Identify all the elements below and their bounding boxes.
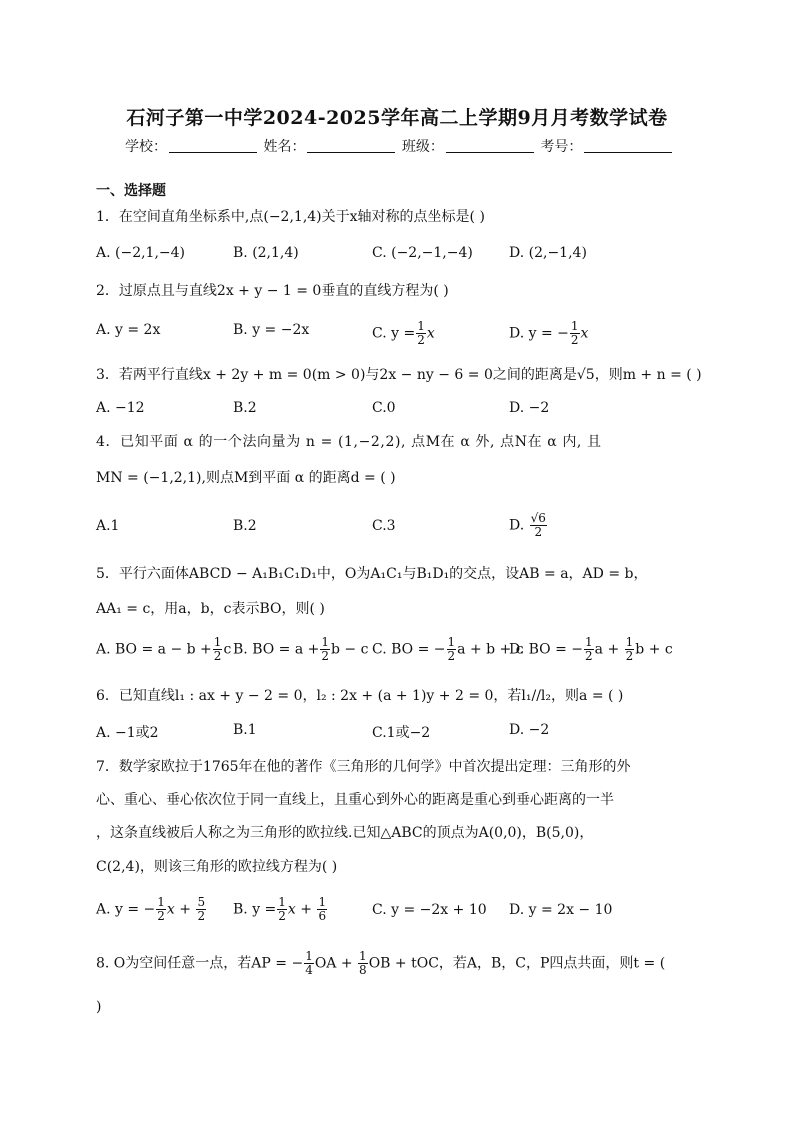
q7-option-d: D. y = 2x − 10 — [509, 902, 613, 918]
q7-option-b: B. y = $\frac{1}{2}$ x + $\frac{1}{6}$ — [233, 895, 327, 923]
question-7-options — [96, 896, 696, 936]
name-blank — [307, 139, 395, 153]
question-7-line-1: 7．数学家欧拉于1765年在他的著作《三角形的几何学》中首次提出定理：三角形的外 — [96, 759, 631, 775]
question-2: 2．过原点且与直线2x + y − 1 = 0垂直的直线方程为( ) — [96, 283, 449, 299]
q7-option-a: A. y = − $\frac{1}{2}$ x + $\frac{5}{2}$ — [96, 895, 206, 923]
q5-option-b: B. BO = a + $\frac{1}{2}$ b − c — [233, 635, 369, 663]
q3-option-d: D. −2 — [509, 400, 550, 416]
q2-option-b: B. y = −2x — [233, 322, 310, 338]
q4-option-d: D. $\frac{√6}{2}$ — [509, 511, 546, 539]
q3-option-a: A. −12 — [96, 400, 145, 416]
class-blank — [446, 139, 534, 153]
question-4-line-2: MN = (−1,2,1),则点M到平面 α 的距离d = ( ) — [96, 470, 396, 486]
q1-option-b: B. (2,1,4) — [233, 245, 299, 261]
q2-option-a: A. y = 2x — [96, 322, 161, 338]
q1-option-a: A. (−2,1,−4) — [96, 245, 186, 261]
section-heading: 一、选择题 — [96, 183, 166, 199]
question-5-line-1: 5．平行六面体ABCD − A₁B₁C₁D₁中，O为A₁C₁与B₁D₁的交点，设AB = a，AD = b， — [96, 566, 648, 582]
question-4-line-1: 4．已知平面 α 的一个法向量为 n = (1,−2,2), 点M在 α 外, 点N在 α 内, 且 — [96, 434, 602, 450]
exam-title: 石河子第一中学2024-2025学年高二上学期9月月考数学试卷 — [126, 107, 668, 129]
q7-option-c: C. y = −2x + 10 — [372, 902, 487, 918]
q2-option-d: D. y = − $\frac{1}{2}$ x — [509, 319, 589, 347]
student-info-line — [125, 136, 674, 156]
question-2-options — [96, 320, 696, 356]
number-blank — [584, 139, 672, 153]
q4-option-b: B.2 — [233, 518, 257, 534]
question-8-line-2: ) — [96, 999, 102, 1015]
question-5-options — [96, 636, 696, 672]
question-3: 3．若两平行直线x + 2y + m = 0(m > 0)与2x − ny − 6 = 0之间的距离是√5，则m + n = ( ) — [96, 367, 702, 383]
question-4-options — [96, 512, 696, 552]
number-label: 考号： — [540, 139, 583, 155]
question-7-line-4: C(2,4)，则该三角形的欧拉线方程为( ) — [96, 859, 338, 875]
question-1-options — [96, 245, 696, 269]
question-1: 1．在空间直角坐标系中,点(−2,1,4)关于x轴对称的点坐标是( ) — [96, 209, 485, 225]
school-label: 学校： — [125, 139, 167, 155]
question-6-options — [96, 722, 696, 746]
q4-option-a: A.1 — [96, 518, 120, 534]
school-blank — [169, 139, 257, 153]
question-7-line-2: 心、重心、垂心依次位于同一直线上，且重心到外心的距离是重心到垂心距离的一半 — [96, 792, 614, 808]
q6-option-d: D. −2 — [509, 722, 550, 738]
q3-option-b: B.2 — [233, 400, 257, 416]
q6-option-c: C.1或−2 — [372, 725, 431, 741]
class-label: 班级： — [401, 139, 444, 155]
q5-option-a: A. BO = a − b + $\frac{1}{2}$ c — [96, 635, 232, 663]
q1-option-d: D. (2,−1,4) — [509, 245, 587, 261]
name-label: 姓名： — [263, 139, 306, 155]
question-5-line-2: AA₁ = c，用a，b，c表示BO，则( ) — [96, 601, 325, 617]
q1-option-c: C. (−2,−1,−4) — [372, 245, 473, 261]
q2-option-c: C. y = $\frac{1}{2}$ x — [372, 319, 435, 347]
q6-option-b: B.1 — [233, 722, 257, 738]
q6-option-a: A. −1或2 — [96, 725, 159, 741]
question-7-line-3: ，这条直线被后人称之为三角形的欧拉线.已知△ABC的顶点为A(0,0)，B(5,0)， — [96, 825, 594, 841]
q5-option-c: C. BO = − $\frac{1}{2}$ a + b + c — [372, 635, 524, 663]
question-6: 6．已知直线l₁ : ax + y − 2 = 0，l₂ : 2x + (a + 1)y + 2 = 0，若l₁//l₂，则a = ( ) — [96, 688, 624, 704]
q4-option-c: C.3 — [372, 518, 396, 534]
question-3-options — [96, 400, 696, 424]
q5-option-d: D. BO = − $\frac{1}{2}$ a + $\frac{1}{2}$ b + c — [509, 635, 673, 663]
question-8-line-1: 8. O为空间任意一点，若AP = − $\frac{1}{4}$ OA + $\frac{1}{8}$ OB + tOC，若A，B，C，P四点共面，则t = ( — [96, 949, 666, 977]
q3-option-c: C.0 — [372, 400, 396, 416]
